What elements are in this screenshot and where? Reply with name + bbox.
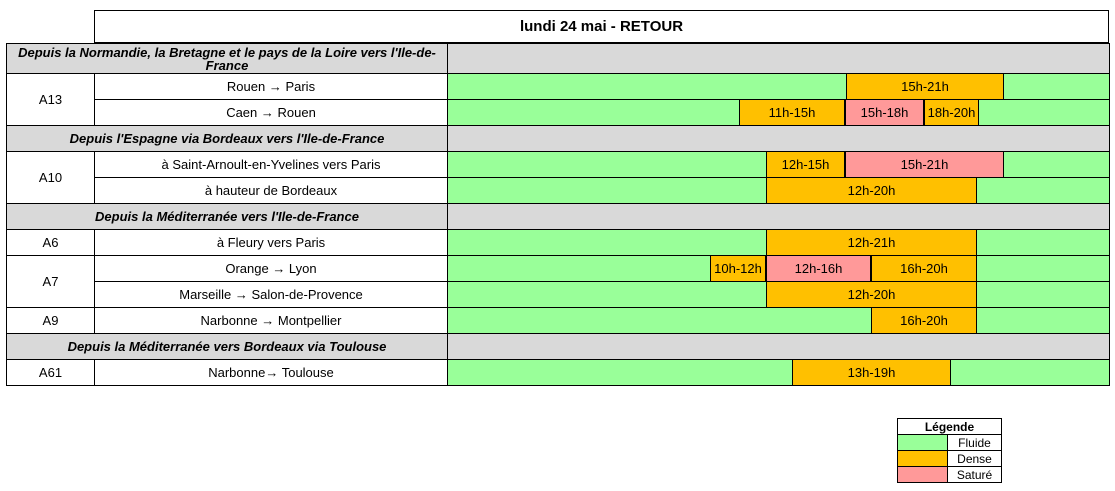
route-row (7, 178, 1110, 204)
page-title: lundi 24 mai - RETOUR (94, 10, 1109, 43)
section-header: Depuis l'Espagne via Bordeaux vers l'Ile-de-France (7, 126, 448, 152)
section-header: Depuis la Méditerranée vers Bordeaux via Toulouse (7, 334, 448, 360)
legend-item-fluide (898, 435, 1002, 451)
section-header-row (7, 44, 1110, 74)
legend-label-sature: Saturé (948, 467, 1002, 483)
segment-dense: 10h-12h (710, 256, 766, 281)
route-label: Caen → Rouen (95, 100, 448, 126)
route-row (7, 100, 1110, 126)
segment-dense: 11h-15h (739, 100, 845, 125)
segment-sature: 12h-16h (766, 256, 871, 281)
section-header-row (7, 126, 1110, 152)
traffic-timeline (448, 100, 1110, 126)
road-a7: A7 (7, 256, 95, 308)
route-label: à hauteur de Bordeaux (95, 178, 448, 204)
traffic-timeline (448, 308, 1110, 334)
segment-dense: 12h-15h (766, 152, 845, 177)
section-header: Depuis la Méditerranée vers l'Ile-de-France (7, 204, 448, 230)
road-a13: A13 (7, 74, 95, 126)
traffic-timeline (448, 360, 1110, 386)
section-header-row (7, 334, 1110, 360)
section-header: Depuis la Normandie, la Bretagne et le pays de la Loire vers l'Ile-de-France (7, 44, 448, 74)
legend-swatch-sature (898, 467, 948, 483)
segment-dense: 15h-21h (846, 74, 1004, 99)
road-a61: A61 (7, 360, 95, 386)
route-row (7, 74, 1110, 100)
route-row (7, 282, 1110, 308)
section-header-row (7, 204, 1110, 230)
segment-dense: 16h-20h (871, 308, 977, 333)
legend (897, 418, 1002, 483)
route-row (7, 256, 1110, 282)
route-row (7, 308, 1110, 334)
segment-dense: 16h-20h (871, 256, 977, 281)
section-header-fill (448, 44, 1110, 74)
segment-dense: 12h-20h (766, 282, 977, 307)
road-a9: A9 (7, 308, 95, 334)
legend-swatch-dense (898, 451, 948, 467)
section-header-fill (448, 334, 1110, 360)
legend-title: Légende (898, 419, 1002, 435)
route-label: Narbonne→ Toulouse (95, 360, 448, 386)
section-header-fill (448, 126, 1110, 152)
traffic-timeline (448, 152, 1110, 178)
route-row (7, 152, 1110, 178)
segment-dense: 13h-19h (792, 360, 951, 385)
segment-sature: 15h-21h (845, 152, 1004, 177)
road-a10: A10 (7, 152, 95, 204)
route-label: à Saint-Arnoult-en-Yvelines vers Paris (95, 152, 448, 178)
traffic-timeline (448, 256, 1110, 282)
route-label: Narbonne → Montpellier (95, 308, 448, 334)
route-label: Marseille → Salon-de-Provence (95, 282, 448, 308)
traffic-timeline (448, 282, 1110, 308)
legend-swatch-fluide (898, 435, 948, 451)
route-label: Rouen → Paris (95, 74, 448, 100)
segment-dense: 18h-20h (924, 100, 979, 125)
segment-dense: 12h-20h (766, 178, 977, 203)
route-label: à Fleury vers Paris (95, 230, 448, 256)
legend-label-dense: Dense (948, 451, 1002, 467)
section-header-fill (448, 204, 1110, 230)
legend-label-fluide: Fluide (948, 435, 1002, 451)
traffic-timeline (448, 230, 1110, 256)
route-row (7, 360, 1110, 386)
traffic-timeline (448, 178, 1110, 204)
traffic-timeline (448, 74, 1110, 100)
segment-sature: 15h-18h (845, 100, 924, 125)
road-a6: A6 (7, 230, 95, 256)
legend-item-dense (898, 451, 1002, 467)
traffic-table (6, 43, 1110, 386)
legend-item-sature (898, 467, 1002, 483)
route-row (7, 230, 1110, 256)
segment-dense: 12h-21h (766, 230, 977, 255)
route-label: Orange → Lyon (95, 256, 448, 282)
